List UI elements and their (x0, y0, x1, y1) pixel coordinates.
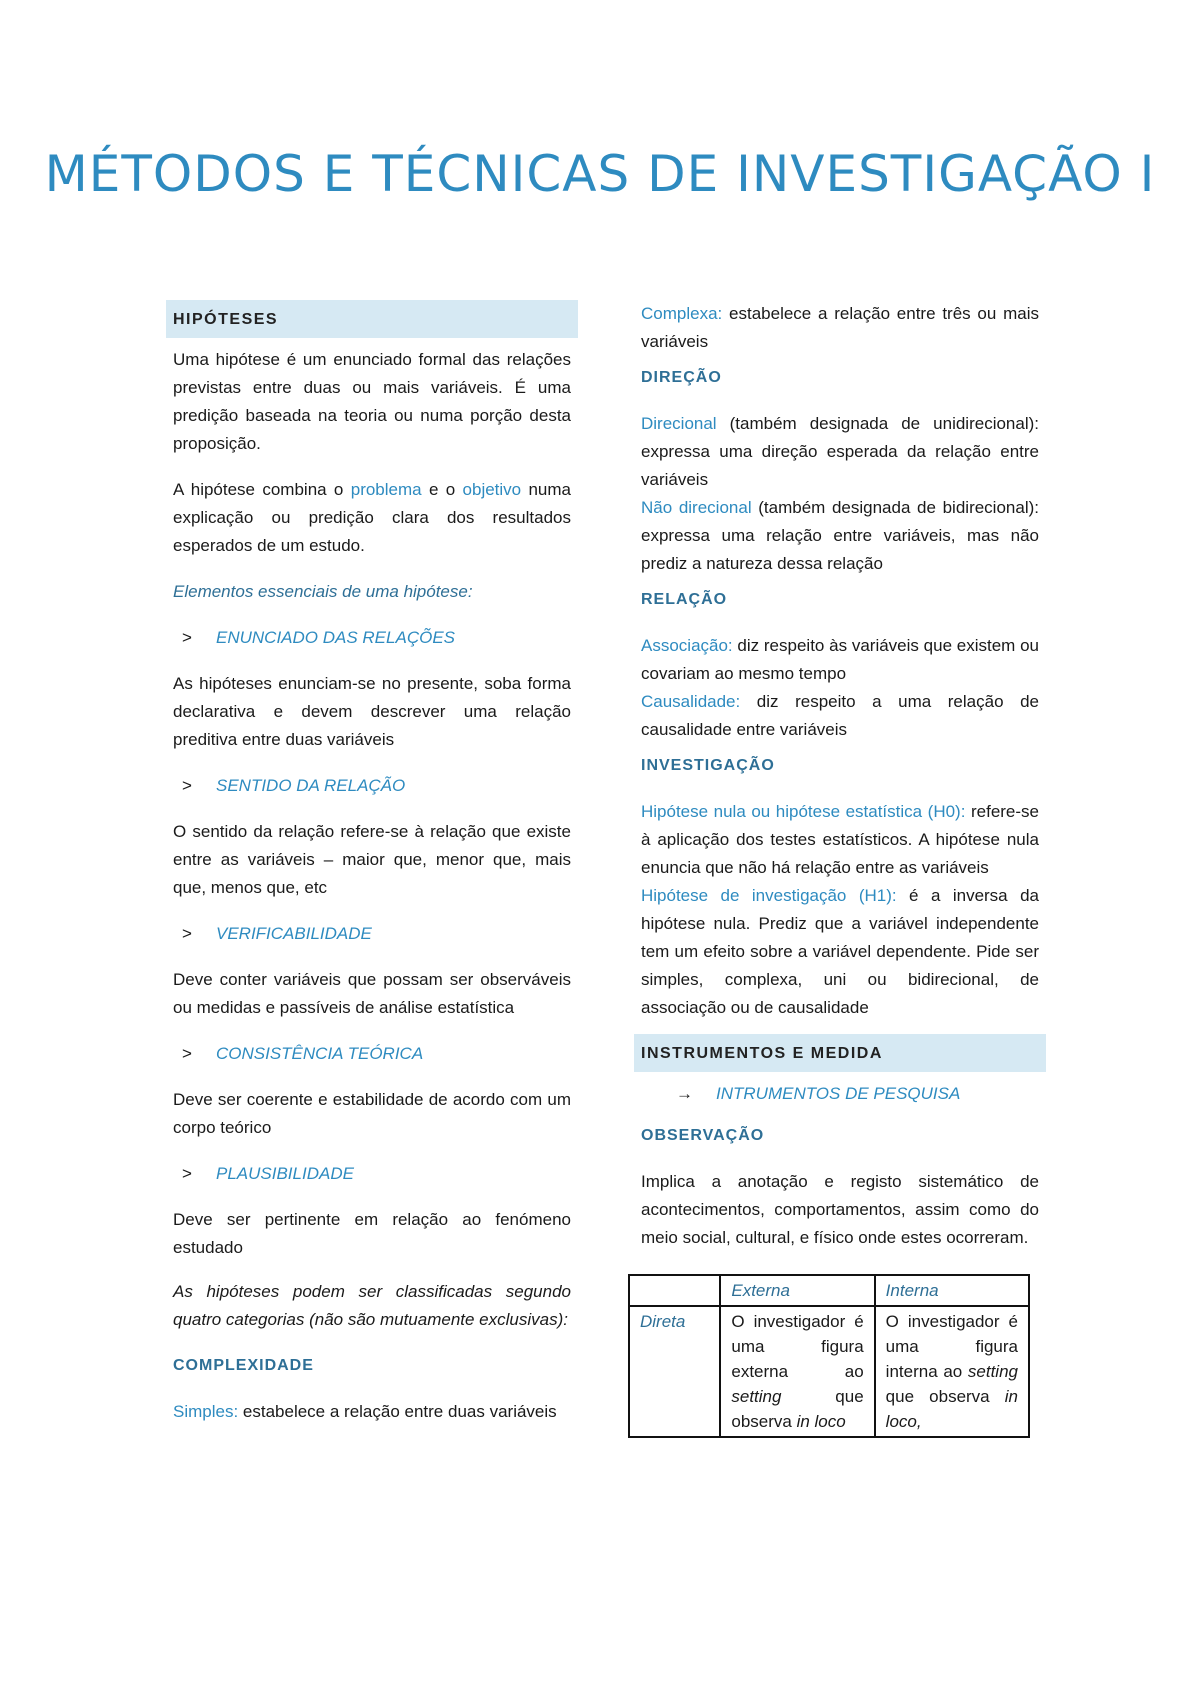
section-band-hipoteses: HIPÓTESES (166, 300, 578, 338)
table-cell-direta-interna: O investigador é uma figura interna ao setting que observa in loco, (875, 1306, 1029, 1437)
complexity-heading: COMPLEXIDADE (173, 1357, 314, 1374)
right-column (634, 300, 1046, 1438)
h0-definition: Hipótese nula ou hipótese estatística (H0): refere-se à aplicação dos testes estatísticos. A hipótese nula enuncia que não há relação entre as variáveis (641, 802, 1040, 877)
section-band-instrumentos: INSTRUMENTOS E MEDIDA (634, 1034, 1046, 1072)
bullet-marker: > (182, 1164, 192, 1183)
element-description: Deve ser pertinente em relação ao fenómeno estudado (173, 1210, 571, 1257)
observation-heading: OBSERVAÇÃO (641, 1127, 765, 1144)
bullet-marker: > (182, 776, 192, 795)
objective-term: objetivo (462, 480, 522, 499)
element-description: Deve ser coerente e estabilidade de acordo com um corpo teórico (173, 1090, 571, 1137)
element-heading: > SENTIDO DA RELAÇÃO (166, 772, 578, 800)
elements-label: Elementos essenciais de uma hipótese: (173, 582, 473, 601)
simple-definition: Simples: estabelece a relação entre duas variáveis (173, 1402, 557, 1421)
document-title: MÉTODOS E TÉCNICAS DE INVESTIGAÇÃO I (44, 145, 1156, 203)
table-header-externa: Externa (720, 1275, 874, 1306)
element-description: O sentido da relação refere-se à relação que existe entre as variáveis – maior que, menor que, mais que, menos que, etc (173, 822, 571, 897)
relation-heading: RELAÇÃO (641, 591, 728, 608)
intro-paragraph-1: Uma hipótese é um enunciado formal das relações previstas entre duas ou mais variáveis. É uma predição baseada na teoria ou numa porção desta proposição. (173, 350, 571, 453)
bullet-marker: > (182, 924, 192, 943)
table-cell-direta-externa: O investigador é uma figura externa ao setting que observa in loco (720, 1306, 874, 1437)
element-heading: > CONSISTÊNCIA TEÓRICA (166, 1040, 578, 1068)
complex-definition: Complexa: estabelece a relação entre três ou mais variáveis (641, 304, 1039, 351)
bullet-marker: > (182, 1044, 192, 1063)
intro-paragraph-2: A hipótese combina o problema e o objetivo numa explicação ou predição clara dos resultados esperados de um estudo. (173, 480, 571, 555)
classification-note: As hipóteses podem ser classificadas segundo quatro categorias (não são mutuamente exclusivas): (173, 1282, 571, 1329)
problem-term: problema (350, 480, 422, 499)
direction-heading: DIREÇÃO (641, 369, 722, 386)
h1-definition: Hipótese de investigação (H1): é a inversa da hipótese nula. Prediz que a variável independente tem um efeito sobre a variável dependente. Pide ser simples, complexa, uni ou bidirecional, de associação ou de causalidade (641, 886, 1039, 1017)
table-header-interna: Interna (875, 1275, 1029, 1306)
instruments-item: → INTRUMENTOS DE PESQUISA (634, 1080, 1046, 1108)
observation-definition: Implica a anotação e registo sistemático de acontecimentos, comportamentos, assim como do meio social, cultural, e físico onde estes ocorreram. (641, 1172, 1039, 1247)
element-description: Deve conter variáveis que possam ser observáveis ou medidas e passíveis de análise estatística (173, 970, 571, 1017)
investigation-heading: INVESTIGAÇÃO (641, 757, 775, 774)
directional-definition: Direcional (também designada de unidirecional): expressa uma direção esperada da relação entre variáveis (641, 414, 1039, 489)
arrow-icon: → (676, 1084, 693, 1103)
essential-elements-list (166, 606, 578, 1262)
causality-definition: Causalidade: diz respeito a uma relação de causalidade entre variáveis (641, 692, 1039, 739)
bullet-marker: > (182, 628, 192, 647)
left-column (166, 300, 578, 1426)
element-heading: > ENUNCIADO DAS RELAÇÕES (166, 624, 578, 652)
element-heading: > VERIFICABILIDADE (166, 920, 578, 948)
nondirectional-definition: Não direcional (também designada de bidirecional): expressa uma relação entre variáveis, mas não prediz a natureza dessa relação (641, 498, 1039, 573)
element-description: As hipóteses enunciam-se no presente, soba forma declarativa e devem descrever uma relação preditiva entre duas variáveis (173, 674, 571, 749)
observation-table (628, 1274, 1030, 1438)
table-corner-cell (629, 1275, 720, 1306)
table-row-label-direta: Direta (629, 1306, 720, 1437)
association-definition: Associação: diz respeito às variáveis que existem ou covariam ao mesmo tempo (641, 636, 1039, 683)
element-heading: > PLAUSIBILIDADE (166, 1160, 578, 1188)
